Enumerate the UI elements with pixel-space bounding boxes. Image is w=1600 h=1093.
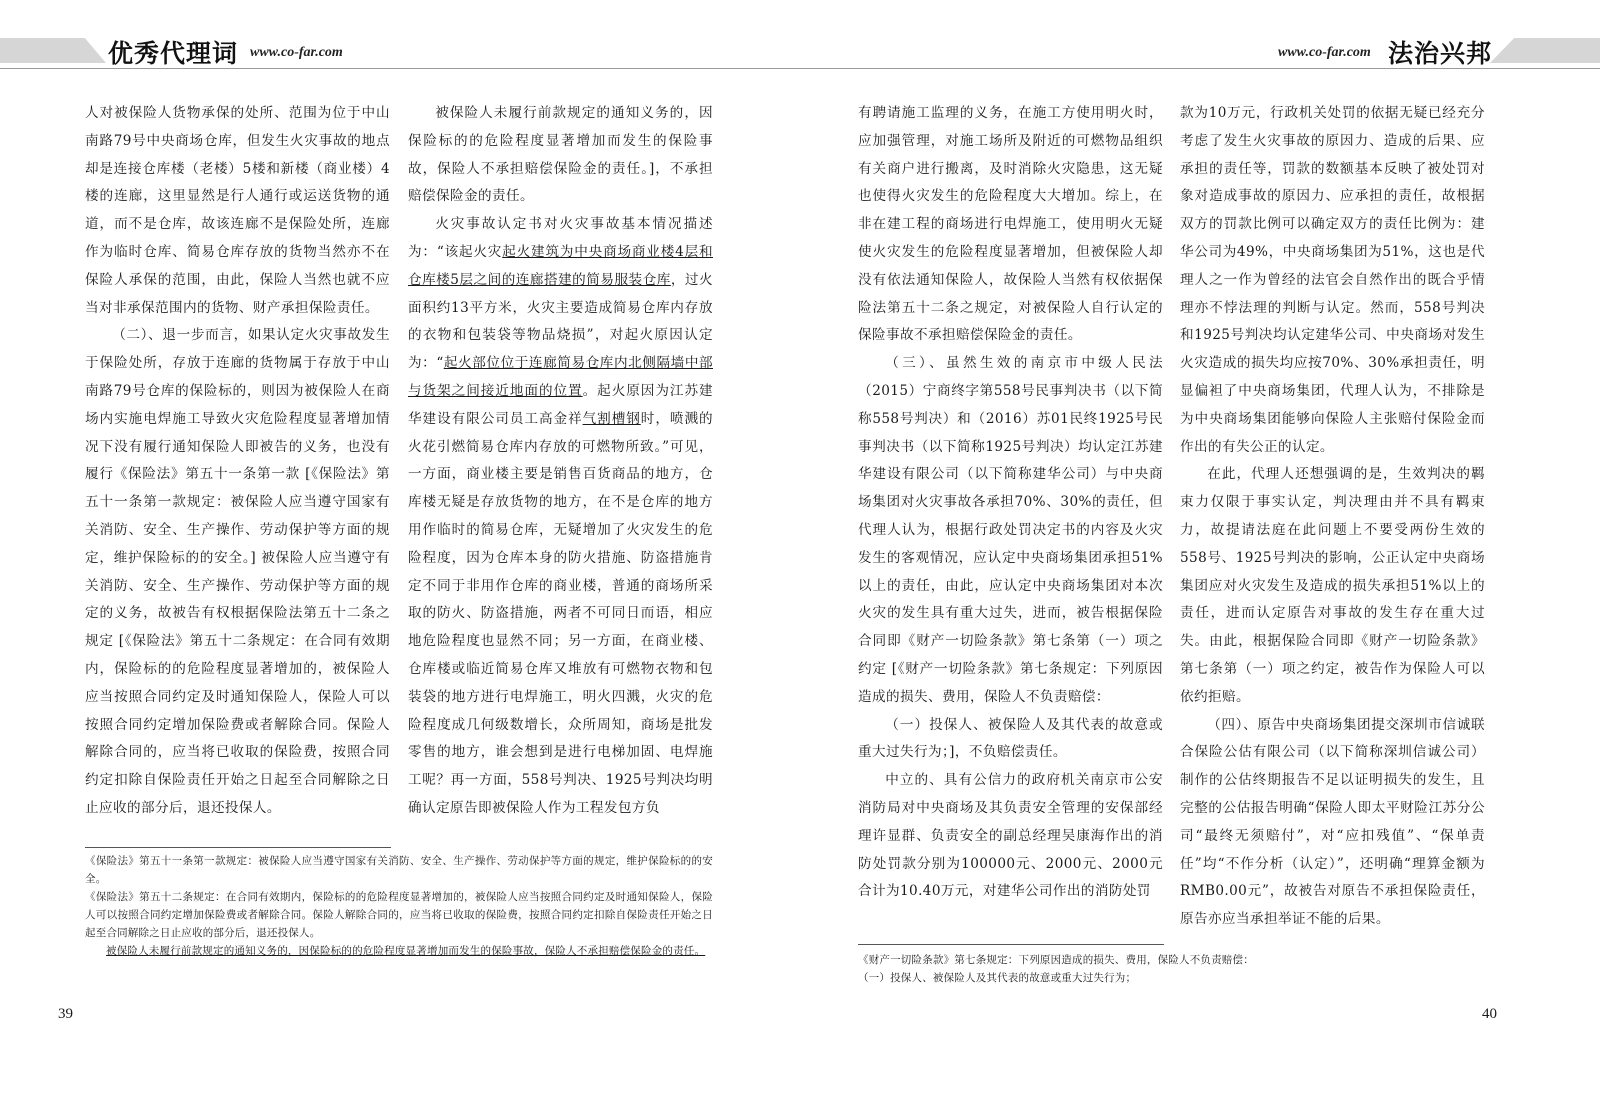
header-band — [1490, 38, 1600, 63]
paragraph: 中立的、具有公信力的政府机关南京市公安消防局对中央商场及其负责安全管理的安保部经理许显群、负责安全的副总经理吴康海作出的消防处罚款分别为100000元、2000元、2000元合计为10.40万元，对建华公司作出的消防处罚 — [858, 772, 1163, 900]
paragraph: （二）、退一步而言，如果认定火灾事故发生于保险处所，存放于连廊的货物属于存放于中山南路79号仓库的保险标的，则因为被保险人在商场内实施电焊施工导致火灾危险程度显著增加情况下没有履行通知保险人即被告的义务，也没有履行《保险法》第五十一条第一款 [《保险法》第五十一条第一款规定：被保险人应当遵守国家有关消防、安全、生产操作、劳动保护等方面的规定，维护保险标的的安全。] 被保险人应当遵守有关消防、安全、生产操作、劳动保护等方面的规定的义务，故被告有权根据保险法第五十二条之规定 [《保险法》第五十二条规定：在合同有效期内，保险标的的危险程度显著增加的，被保险人应当按照合同约定及时通知保险人，保险人可以按照合同约定增加保险费或者解除合同。保险人解除合同的，应当将已收取的保险费，按照合同约定扣除自保险责任开始之日起至合同解除之日止应收的部分后，退还投保人。 — [85, 327, 390, 816]
paragraph: 有聘请施工监理的义务，在施工方使用明火时，应加强管理，对施工场所及附近的可燃物品组织有关商户进行搬离，及时消除火灾隐患，这无疑也使得火灾发生的危险程度大大增加。综上，在非在建工程的商场进行电焊施工，使用明火无疑使火灾发生的危险程度显著增加，但被保险人却没有依法通知保险人，故保险人当然有权依据保险法第五十二条之规定，对被保险人自行认定的保险事故不承担赔偿保险金的责任。 — [858, 105, 1163, 344]
footnote: 《保险法》第五十一条第一款规定：被保险人应当遵守国家有关消防、安全、生产操作、劳动保护等方面的规定，维护保险标的的安全。 — [85, 855, 713, 885]
footnote: （一）投保人、被保险人及其代表的故意或重大过失行为； — [858, 972, 1137, 984]
header-rule — [0, 68, 800, 69]
paragraph: 人对被保险人货物承保的处所、范围为位于中山南路79号中央商场仓库，但发生火灾事故的地点却是连接仓库楼（老楼）5楼和新楼（商业楼）4楼的连廊，这里显然是行人通行或运送货物的通道，而不是仓库，故该连廊不是保险处所，连廊作为临时仓库、简易仓库存放的货物当然亦不在保险人承保的范围，由此，保险人当然也就不应当对非承保范围内的货物、财产承担保险责任。 — [85, 105, 390, 316]
paragraph: （一）投保人、被保险人及其代表的故意或重大过失行为；]，不负赔偿责任。 — [858, 716, 1163, 761]
right-column-1 — [858, 100, 1163, 906]
page-number: 40 — [1482, 1006, 1497, 1022]
paragraph: 在此，代理人还想强调的是，生效判决的羁束力仅限于事实认定，判决理由并不具有羁束力，故提请法庭在此问题上不要受两份生效的558号、1925号判决的影响，公正认定中央商场集团应对火灾发生及造成的损失承担51%以上的责任，进而认定原告对事故的发生存在重大过失。由此，根据保险合同即《财产一切险条款》第七条第（一）项之约定，被告作为保险人可以依约拒赔。 — [1180, 466, 1485, 705]
text-run: 火灾事故认定书对火灾事故基本情况描述为：“该起火灾 — [408, 216, 713, 260]
paragraph — [408, 211, 713, 823]
paragraph: （三）、虽然生效的南京市中级人民法（2015）宁商终字第558号民事判决书（以下简称558号判决）和（2016）苏01民终1925号民事判决书（以下简称1925号判决）均认定江苏建华建设有限公司（以下简称建华公司）与中央商场集团对火灾事故各承担70%、30%的责任，但代理人认为，根据行政处罚决定书的内容及火灾发生的客观情况，应认定中央商场集团承担51%以上的责任，由此，应认定中央商场集团对本次火灾的发生具有重大过失，进而，被告根据保险合同即《财产一切险条款》第七条第（一）项之约定 [《财产一切险条款》第七条规定：下列原因造成的损失、费用，保险人不负责赔偿： — [858, 355, 1163, 705]
text-run: 时，喷溅的火花引燃简易仓库内存放的可燃物所致。”可见，一方面，商业楼主要是销售百货商品的地方，仓库楼无疑是存放货物的地方，在不是仓库的地方用作临时的简易仓库，无疑增加了火灾发生的危险程度，因为仓库本身的防火措施、防盗措施肯定不同于非用作仓库的商业楼，普通的商场所采取的防火、防盗措施，两者不可同日而语，相应地危险程度也显然不同；另一方面，在商业楼、仓库楼或临近简易仓库又堆放有可燃物衣物和包装袋的地方进行电焊施工，明火四溅，火灾的危险程度成几何级数增长，众所周知，商场是批发零售的地方，谁会想到是进行电梯加固、电焊施工呢？再一方面，558号判决、1925号判决均明确认定原告即被保险人作为工程发包方负 — [408, 410, 713, 816]
underlined-quote: 起火部位位于连廊简易仓库内北侧隔墙中部与货架之间接近地面的位置 — [408, 355, 713, 399]
page-number: 39 — [58, 1006, 73, 1022]
header-rule — [800, 68, 1600, 69]
left-column-2 — [408, 100, 713, 823]
underlined-quote: 气割槽钢 — [582, 410, 641, 427]
right-page — [800, 0, 1600, 1093]
right-column-2 — [1180, 100, 1485, 934]
paragraph: （四）、原告中央商场集团提交深圳市信诚联合保险公估有限公司（以下简称深圳信诚公司）制作的公估终期报告不足以证明损失的发生，且完整的公估报告明确“保险人即太平财险江苏分公司“最终无须赔付”，对“应扣残值”、“保单责任”均“不作分析（认定）”，还明确“理算金额为RMB0.00元”，故被告对原告不承担保险责任，原告亦应当承担举证不能的后果。 — [1180, 716, 1485, 928]
header-url: www.co-far.com — [1278, 45, 1371, 60]
text-run: ，过火面积约13平方米，火灾主要造成简易仓库内存放的衣物和包装袋等物品烧损”，对起火原因认定为：“ — [408, 271, 714, 372]
footnote: 被保险人未履行前款规定的通知义务的，因保险标的的危险程度显著增加而发生的保险事故，保险人不承担赔偿保险金的责任。 — [106, 945, 706, 957]
header-title: 法治兴邦 — [1388, 39, 1493, 68]
footnote: 《保险法》第五十二条规定：在合同有效期内，保险标的的危险程度显著增加的，被保险人应当按照合同约定及时通知保险人，保险人可以按照合同约定增加保险费或者解除合同。保险人解除合同的，应当将已收取的保险费，按照合同约定扣除自保险责任开始之日起至合同解除之日止应收的部分后，退还投保人。 — [85, 891, 713, 939]
paragraph: 款为10万元，行政机关处罚的依据无疑已经充分考虑了发生火灾事故的原因力、造成的后果、应承担的责任等，罚款的数额基本反映了被处罚对象对造成事故的原因力、应承担的责任，故根据双方的罚款比例可以确定双方的责任比例为：建华公司为49%，中央商场集团为51%，这也是代理人之一作为曾经的法官会自然作出的既合乎情理亦不悖法理的判断与认定。然而，558号判决和1925号判决均认定建华公司、中央商场对发生火灾造成的损失均应按70%、30%承担责任，明显偏袒了中央商场集团，代理人认为，不排除是为中央商场集团能够向保险人主张赔付保险金而作出的有失公正的认定。 — [1180, 105, 1485, 455]
footnotes — [858, 951, 1486, 987]
header-band — [0, 38, 106, 63]
footnote-rule — [85, 847, 391, 848]
footnotes — [85, 852, 713, 960]
footnote: 《财产一切险条款》第七条规定：下列原因造成的损失、费用，保险人不负责赔偿： — [858, 954, 1254, 966]
left-column-1 — [85, 100, 390, 823]
text-run: 。起火原因为江苏建华建设有限公司员工高金祥 — [408, 382, 713, 427]
footnote-rule — [858, 944, 1164, 945]
header-title: 优秀代理词 — [108, 39, 239, 68]
paragraph: 被保险人未履行前款规定的通知义务的，因保险标的的危险程度显著增加而发生的保险事故，保险人不承担赔偿保险金的责任。]，不承担赔偿保险金的责任。 — [408, 105, 713, 205]
underlined-quote: 起火建筑为中央商场商业楼4层和仓库楼5层之间的连廊搭建的简易服装仓库 — [408, 243, 713, 288]
header-url: www.co-far.com — [250, 45, 343, 60]
